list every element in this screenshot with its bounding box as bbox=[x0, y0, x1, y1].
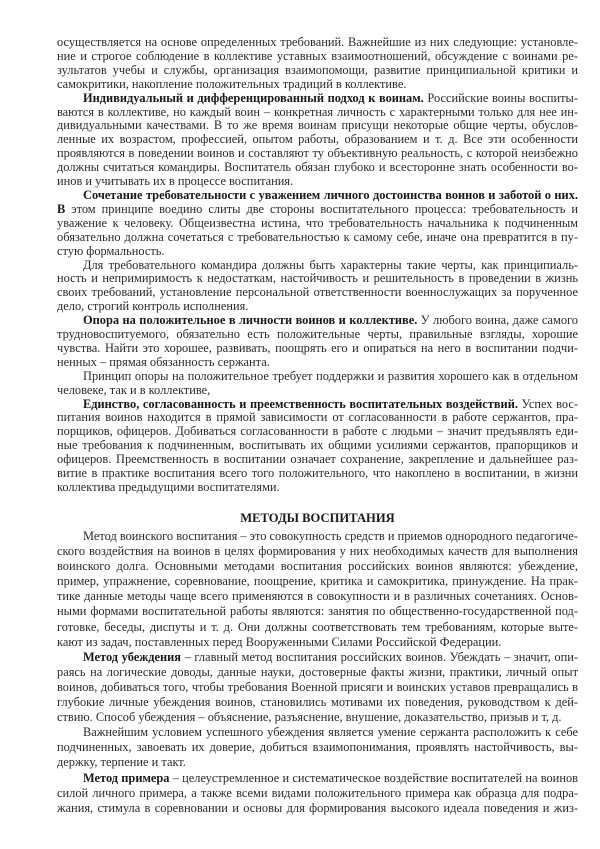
bold-term: Опора на положительное в личности воинов и коллективе. bbox=[83, 313, 418, 328]
line-text: этом принципе воедино слиты две стороны воспитательного процесса: требовательность и bbox=[65, 201, 578, 216]
line-text: ненных – прямая обязанность сержанта. bbox=[57, 354, 270, 369]
line-text: Принцип опоры на положительное требует поддержки и развития хорошего как в отдельном bbox=[83, 368, 578, 383]
line-text: кают из задач, поставленных перед Вооруженными Силами Российской Федерации. bbox=[57, 634, 502, 649]
text-line bbox=[57, 203, 578, 217]
line-text: – целеустремленное и систематическое воздействие воспитателей на воинов bbox=[169, 770, 578, 785]
text-line bbox=[57, 695, 578, 710]
text-line bbox=[57, 384, 578, 398]
line-text: Важнейшим условием успешного убеждения является умение сержанта расположить к себе bbox=[83, 725, 578, 740]
line-text: ние и строгое соблюдение в коллективе уставных взаимоотношений, обсуждение с воинами ре- bbox=[57, 48, 578, 63]
text-line bbox=[57, 481, 578, 495]
paragraph bbox=[57, 398, 578, 495]
line-text: порщиков, офицеров. Добиваться согласованности в работе с людьми – значит предъявлять еди- bbox=[57, 424, 578, 439]
line-text: своих требований, установление персональной ответственности военнослужащих за порученное bbox=[57, 285, 578, 300]
section-heading: МЕТОДЫ ВОСПИТАНИЯ bbox=[240, 511, 395, 525]
paragraph bbox=[57, 529, 578, 650]
paragraph bbox=[57, 650, 578, 725]
line-text: коллектива предыдущими воспитателями. bbox=[57, 480, 280, 494]
text-line bbox=[57, 272, 578, 286]
text-line bbox=[57, 529, 578, 544]
text-line bbox=[57, 78, 578, 92]
text-line bbox=[57, 342, 578, 356]
paragraph bbox=[57, 314, 578, 370]
text-line bbox=[57, 175, 578, 189]
line-text: раясь на логические доводы, данные науки, достоверные факты жизни, практики, личный опыт bbox=[57, 664, 578, 679]
text-line bbox=[57, 725, 578, 740]
line-text: дивидуальными качествами. В то же время воинам присущи некоторые общие черты, обуслов- bbox=[57, 118, 578, 133]
line-text: ваются в коллективе, но каждый воин – конкретная личность с характерными только для нее ин- bbox=[57, 104, 578, 119]
line-text: чувства. Найти это хорошее, развивать, поощрять его и опираться на него в воспитании подчи- bbox=[57, 340, 578, 355]
text-line bbox=[57, 133, 578, 147]
line-text: ность и непримиримость к недостаткам, настойчивость и решительность в проведении в жизнь bbox=[57, 271, 578, 286]
text-line bbox=[57, 755, 578, 770]
text-line bbox=[57, 92, 578, 106]
text-line bbox=[57, 50, 578, 64]
text-line bbox=[57, 119, 578, 133]
text-line bbox=[57, 328, 578, 342]
text-line bbox=[57, 217, 578, 231]
line-text: ствию. Способ убеждения – объяснение, разъяснение, внушение, доказательство, призыв и т, д. bbox=[57, 710, 562, 725]
line-text: воинов, добиваться того, чтобы требования Военной присяги и воинских уставов превращались в bbox=[57, 679, 578, 694]
line-text: осуществляется на основе определенных требований. Важнейшие из них следующие: установле- bbox=[57, 35, 578, 49]
text-line bbox=[57, 161, 578, 175]
text-line bbox=[57, 398, 578, 412]
text-line bbox=[57, 356, 578, 370]
line-text: готовке, беседы, диспуты и т. д. Они должны соответствовать тем требованиям, которые выте- bbox=[57, 619, 578, 634]
line-text: силой личного примера, а также всеми видами положительного примера как образца для подра- bbox=[57, 785, 578, 800]
principles-section bbox=[57, 36, 578, 495]
line-text: трудновоспитуемого, обязательно есть положительные черты, правильные взгляды, хорошие bbox=[57, 327, 578, 342]
paragraph bbox=[57, 189, 578, 259]
line-text: жания, стимула в соревновании и основы для формирования высокого идеала поведения и жиз- bbox=[57, 800, 578, 815]
line-text: – главный метод воспитания российских воинов. Убеждать – значит, опи- bbox=[180, 649, 578, 664]
text-line bbox=[57, 680, 578, 695]
line-text: ленные их возрастом, профессией, опытом работы, образованием и т. д. Все эти особенности bbox=[57, 132, 578, 147]
paragraph bbox=[57, 36, 578, 92]
text-line bbox=[57, 650, 578, 665]
text-line bbox=[57, 147, 578, 161]
text-line bbox=[57, 620, 578, 635]
text-line bbox=[57, 106, 578, 120]
paragraph bbox=[57, 771, 578, 816]
bold-term: В bbox=[57, 201, 66, 216]
line-text: Для требовательного командира должны быть характерны такие черты, как принципиаль- bbox=[83, 257, 578, 272]
line-text: ные требования к подчиненным, воспитывать их общими усилиями сержантов, прапорщиков и bbox=[57, 438, 578, 453]
text-line bbox=[57, 467, 578, 481]
line-text: обязательно должна сочетаться с требовательностью к самому себе, иначе она превратится в пу- bbox=[57, 229, 578, 244]
text-line bbox=[57, 786, 578, 801]
paragraph bbox=[57, 259, 578, 315]
line-text: проявляются в поведении воинов и составляют ту объективную реальность, с которой неизбежно bbox=[57, 146, 578, 161]
text-line bbox=[57, 231, 578, 245]
line-text: уважение к человеку. Общеизвестна истина, что требовательность начальника к подчиненным bbox=[57, 215, 578, 230]
line-text: У любого воина, даже самого bbox=[417, 313, 578, 328]
line-text: человеке, так и в коллективе, bbox=[57, 382, 211, 397]
bold-term: Единство, согласованность и преемственность воспитательных воздействий. bbox=[83, 396, 518, 411]
line-text: подчиненных, завоевать их доверие, добиться взаимопонимания, проявлять настойчивость, вы- bbox=[57, 740, 578, 755]
text-line bbox=[57, 259, 578, 273]
line-text: стую формальность. bbox=[57, 243, 165, 258]
text-line bbox=[57, 36, 578, 50]
text-line bbox=[57, 589, 578, 604]
line-text: пример, упражнение, соревнование, поощрение, критика и самокритика, принуждение. На прак- bbox=[57, 574, 578, 589]
text-line bbox=[57, 189, 578, 203]
text-line bbox=[57, 439, 578, 453]
line-text: витие в практике воспитания всего того положительного, что накоплено в воспитании, в жизни bbox=[57, 466, 578, 481]
line-text: инов и учитывать их в процессе воспитания. bbox=[57, 174, 294, 189]
text-line bbox=[57, 801, 578, 816]
text-line bbox=[57, 411, 578, 425]
text-line bbox=[57, 665, 578, 680]
line-text: самокритики, накопление положительных традиций в коллективе. bbox=[57, 76, 407, 91]
text-line bbox=[57, 559, 578, 574]
line-text: должны считаться командиры. Воспитатель обязан глубоко и всесторонне знать особенности во- bbox=[57, 160, 578, 175]
text-line bbox=[57, 425, 578, 439]
line-text: питания воинов находится в прямой зависимости от согласованности в работе сержантов, пра- bbox=[57, 410, 578, 425]
paragraph bbox=[57, 725, 578, 770]
line-text: Метод воинского воспитания – это совокупность средств и приемов однородного педагогиче- bbox=[83, 529, 579, 543]
line-text: Успех вос- bbox=[517, 396, 578, 411]
text-line bbox=[57, 64, 578, 78]
text-line bbox=[57, 740, 578, 755]
line-text: держку, терпение и такт. bbox=[57, 755, 186, 770]
text-line bbox=[57, 574, 578, 589]
text-line bbox=[57, 544, 578, 559]
bold-term: Индивидуальный и дифференцированный подход к воинам. bbox=[83, 90, 424, 105]
text-line bbox=[57, 370, 578, 384]
paragraph bbox=[57, 92, 578, 189]
text-line bbox=[57, 771, 578, 786]
text-line bbox=[57, 314, 578, 328]
line-text: ными формами воспитательной работы являются: занятия по общественно-государственной под- bbox=[57, 604, 578, 619]
text-line bbox=[57, 245, 578, 259]
bold-term: Метод примера bbox=[83, 770, 170, 785]
line-text: воинского долга. Основными методами воспитания российских воинов являются: убеждение, bbox=[57, 559, 578, 574]
line-text: Российские воины воспиты- bbox=[423, 90, 578, 105]
bold-term: Метод убеждения bbox=[83, 649, 181, 664]
line-text: зультатов учебы и службы, организация взаимопомощи, развитие принципиальной критики и bbox=[57, 62, 578, 77]
line-text: дело, строгий контроль исполнения. bbox=[57, 299, 249, 314]
methods-section bbox=[57, 529, 578, 816]
text-line bbox=[57, 635, 578, 650]
bold-term: Сочетание требовательности с уважением личного достоинства воинов и заботой о них. bbox=[83, 187, 578, 202]
line-text: тике данные методы чаще всего применяются в совокупности и в различных сочетаниях. Основ- bbox=[57, 589, 578, 604]
line-text: глубокие личные убеждения воинов, становились мотивами их поведения, руководством к дей- bbox=[57, 695, 578, 710]
text-line bbox=[57, 710, 578, 725]
text-line bbox=[57, 453, 578, 467]
text-line bbox=[57, 604, 578, 619]
line-text: ского воздействия на воинов в целях формирования у них необходимых качеств для выполнения bbox=[57, 544, 578, 559]
line-text: офицеров. Преемственность в воспитании означает сохранение, закрепление и дальнейшее раз- bbox=[57, 452, 578, 467]
text-line bbox=[57, 300, 578, 314]
paragraph bbox=[57, 370, 578, 398]
text-line bbox=[57, 286, 578, 300]
